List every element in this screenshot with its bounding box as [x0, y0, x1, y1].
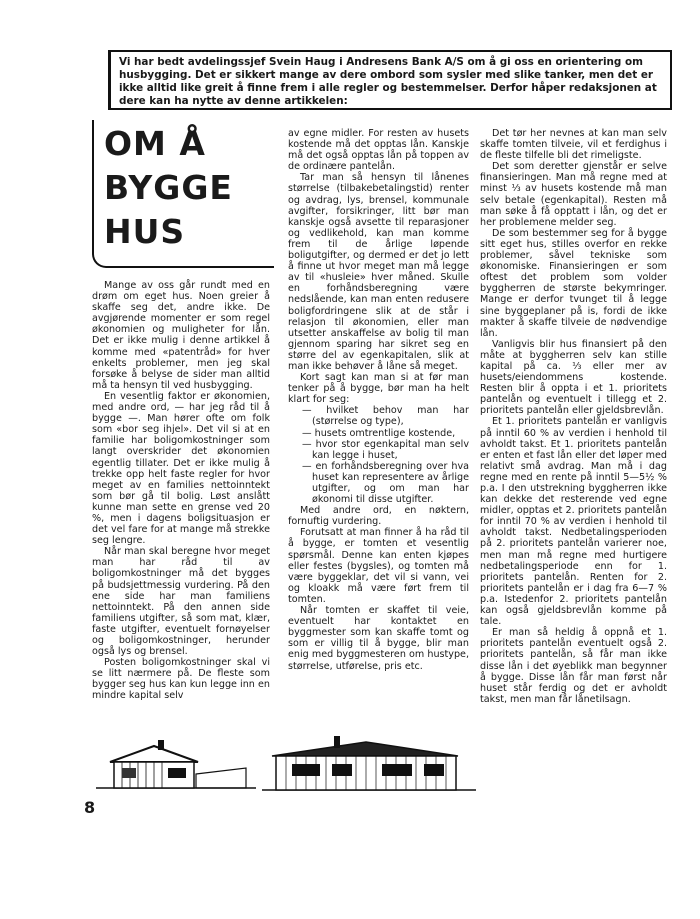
title-line-1: OM Å — [104, 124, 206, 163]
house-illustration-small — [96, 738, 256, 790]
list-item: — hvor stor egenkapital man selv kan legge i huset, — [302, 438, 469, 461]
list-item: — husets omtrentlige kostende, — [302, 427, 456, 439]
column-3 — [480, 128, 667, 705]
paragraph: Med andre ord, en nøktern, fornuftig vurdering. — [288, 505, 469, 528]
intro-text: Vi har bedt avdelingssjef Svein Haug i Andresens Bank A/S om å gi oss en orientering om husbygging. Det er sikkert mange av dere ombord som sysler med slike tanker, men det er ikke alltid like greit å finne frem i alle regler og bestemmelser. Derfor håper redaksjonen at dere kan ha nytte av denne artikkelen: — [119, 56, 657, 107]
paragraph: Tar man så hensyn til lånenes størrelse (tilbakebetalingstid) renter og avdrag, lys, brensel, kommunale avgifter, forsikringer, litt bør man kanskje også avsette til reparasjoner og vedlikehold, kan man komme frem til de årlige løpende boligutgifter, og dermed er det jo lett å finne ut hvor meget man må legge av til «husleie» hver måned. Skulle en forhåndsberegning være nedslående, kan man enten redusere boligfordringene slik at de står i relasjon til økonomien, eller man utsetter anskaffelse av bolig til man gjennom sparing har sikret seg en større del av egenkapitalen, slik at man ikke behøver å låne så meget. — [288, 172, 469, 372]
checklist — [288, 405, 469, 505]
title-line-3: HUS — [104, 212, 186, 251]
title-line-2: BYGGE — [104, 168, 233, 207]
paragraph: Vanligvis blir hus finansiert på den måte at byggherren selv kan stille kapital på ca. ⅓ eller mer av husets/eiendommens kostende. Resten blir å oppta i et 1. prioritets pantelån og eventuelt i tillegg et 2. prioritets pantelån eller gjeldsbrevlån. — [480, 338, 667, 417]
paragraph: Posten boligomkostninger skal vi se litt nærmere på. De fleste som bygger seg hus kan kun legge inn en mindre kapital selv — [92, 657, 270, 702]
paragraph: Forutsatt at man finner å ha råd til å bygge, er tomten et vesentlig spørsmål. Denne kan enten kjøpes eller festes (bygsles), og tomten må være byggeklar, det vil si vann, vei og kloakk må være ført frem til tomten. — [288, 527, 469, 605]
paragraph: Når tomten er skaffet til veie, eventuelt har kontaktet en byggmester som kan skaffe tomt og som er villig til å bygge, blir man enig med byggmesteren om hustype, størrelse, utførelse, pris etc. — [288, 605, 469, 672]
paragraph: Kort sagt kan man si at før man tenker på å bygge, bør man ha helt klart for seg: — [288, 372, 469, 406]
paragraph: Mange av oss går rundt med en drøm om eget hus. Noen greier å skaffe seg det, andre ikke. De avgjørende momenter er som regel økonomien og muligheter for lån. Det er ikke mulig i denne artikkel å komme med «patentråd» for hver enkelts problemer, men jeg skal forsøke å belyse de sider man alltid må ta hensyn til ved husbygging. — [92, 280, 270, 391]
paragraph: En vesentlig faktor er økonomien, med andre ord, — har jeg råd til å bygge —. Man hører ofte om folk som «bor seg ihjel». Det vil si at en familie har boligomkostninger som langt overskrider det økonomien egentlig tillater. Det er ikke mulig å trekke opp helt faste regler for hvor meget av en families nettoinntekt som bør gå til bolig. Løst anslått kunne man sette en grense ved 20 %, men i dagens boligsituasjon er det vel fare for at mange må strekke seg lengre. — [92, 390, 270, 547]
column-1 — [92, 280, 270, 702]
paragraph: av egne midler. For resten av husets kostende må det opptas lån. Kanskje må det også opptas lån på toppen av de ordinære pantelån. — [288, 128, 469, 173]
paragraph: Det tør her nevnes at kan man selv skaffe tomten tilveie, vil et ferdighus i de fleste tilfelle bli det rimeligste. — [480, 128, 667, 162]
list-item: — en forhåndsberegning over hva huset kan representere av årlige utgifter, og om man har økonomi til disse utgifter. — [302, 460, 469, 506]
list-item: — hvilket behov man har (størrelse og type), — [302, 405, 469, 428]
paragraph: Når man skal beregne hvor meget man har råd til av boligomkostninger må det bygges på budsjettmessig vurdering. På den ene side har man familiens nettoinntekt. På den annen side familiens utgifter, så som mat, klær, faste utgifter, eventuelt fornøyelser og boligomkostninger, herunder også lys og brensel. — [92, 546, 270, 658]
intro-box — [108, 50, 672, 110]
article-title — [104, 122, 274, 254]
paragraph: Er man så heldig å oppnå et 1. prioritets pantelån eventuelt også 2. prioritets pantelån, så får man ikke disse lån i det øyeblikk man begynner å bygge. Disse lån får man først når huset står ferdig og det er avholdt takst, men man får lånetilsagn. — [480, 627, 667, 705]
page-number: 8 — [84, 798, 96, 817]
column-2 — [288, 128, 469, 672]
paragraph: Det som deretter gjenstår er selve finansieringen. Man må regne med at minst ⅓ av husets kostende må man selv betale (egenkapital). Resten må man søke å få opptatt i lån, og det er her problemene melder seg. — [480, 161, 667, 228]
paragraph: Et 1. prioritets pantelån er vanligvis på inntil 60 % av verdien i henhold til avholdt takst. Et 1. prioritets pantelån er enten et fast lån eller det løper med relativt små avdrag. Man må i dag regne med en rente på inntil 5—5½ % p.a. I den utstrekning byggherren ikke kan dekke det resterende ved egne midler, opptas et 2. prioritets pantelån for inntil 70 % av verdien i henhold til avholdt takst. Nedbetalingsperioden på 2. prioritets pantelån varierer noe, men man må regne med hurtigere nedbetalingsperiode enn for 1. prioritets pantelån. Renten for 2. prioritets pantelån er i dag fra 6—7 % p.a. Istedenfor 2. prioritets pantelån kan også gjeldsbrevlån komme på tale. — [480, 416, 667, 628]
house-illustration-large — [262, 736, 476, 792]
paragraph: De som bestemmer seg for å bygge sitt eget hus, stilles overfor en rekke problemer, såvel tekniske som økonomiske. Finansieringen er som oftest det problem som volder byggherren de største bekymringer. Mange er derfor tvunget til å legge sine byggeplaner på is, fordi de ikke makter å skaffe tilveie de nødvendige lån. — [480, 227, 667, 339]
